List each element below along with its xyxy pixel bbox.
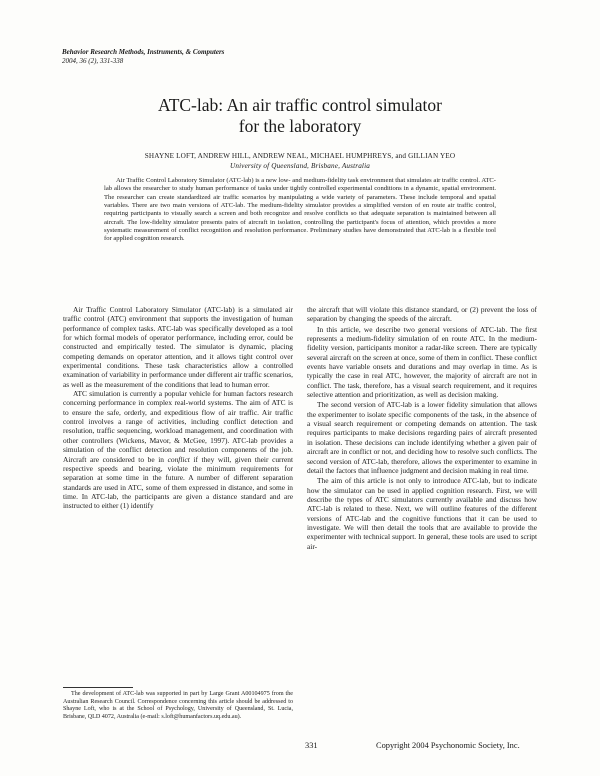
article-title xyxy=(0,95,600,137)
left-paragraph-1: Air Traffic Control Laboratory Simulator (ATC-lab) is a simulated air traffic control (ATC) environment that supports the investigation of human performance of complex tasks. ATC-lab was specifically developed as a tool for which formal models of operator performance, including error, could be constructed and empirically tested. The simulator is dynamic, placing competing demands on operator attention, and it allows tight control over experimental conditions. These task characteristics allow a controlled examination of variability in performance under different air traffic scenarios, as well as the measurement of the conditions that lead to human error. xyxy=(63,305,293,389)
body-column-right xyxy=(307,305,537,551)
copyright-notice: Copyright 2004 Psychonomic Society, Inc. xyxy=(376,741,520,750)
abstract: Air Traffic Control Laboratory Simulator (ATC-lab) is a new low- and medium-fidelity task environment that simulates air traffic control. ATC-lab allows the researcher to study human performance of tasks under tightly controlled experimental conditions in a dynamic, spatial environment. The researcher can create standardized air traffic scenarios by manipulating a wide variety of parameters. These include temporal and spatial variables. There are two main versions of ATC-lab. The medium-fidelity simulator provides a simplified version of en route air traffic control, requiring participants to visually search a screen and both recognize and resolve conflicts so that adequate separation is maintained between all aircraft. The low-fidelity simulator presents pairs of aircraft in isolation, controlling the participant's focus of attention, which provides a more systematic measurement of conflict recognition and resolution performance. Preliminary studies have demonstrated that ATC-lab is a flexible tool for applied cognition research. xyxy=(104,177,496,243)
right-paragraph-4: The aim of this article is not only to introduce ATC-lab, but to indicate how the simulator can be used in applied cognition research. First, we will describe the types of ATC simulators currently available and discuss how ATC-lab is related to these. Next, we will outline features of the different versions of ATC-lab and the cognitive functions that it can be used to investigate. We will then detail the tools that are available to provide the experimenter with technical support. In general, these tools are used to script air- xyxy=(307,476,537,551)
title-line-2: for the laboratory xyxy=(238,116,362,136)
left-paragraph-2-part-a: ATC simulation is currently a popular vehicle for human factors research concerning performance in complex real-world systems. The aim of ATC is to ensure the safe, orderly, and expeditious flow of air traffic. Air traffic control involves a range of activities, including conflict detection and resolution, traffic sequencing, workload management, and coordination with other controllers (Wickens, Mavor, & McGee, 1997). ATC-lab provides a simulation of the conflict detection and resolution components of the job. Aircraft are considered to be in xyxy=(63,389,293,464)
left-paragraph-2 xyxy=(63,389,293,510)
footnote: The development of ATC-lab was supported in part by Large Grant A00104975 from the Australian Research Council. Correspondence concerning this article should be addressed to Shayne Loft, who is at the School of Psychology, University of Queensland, St. Lucia, Brisbane, QLD 4072, Australia (e-mail: s.loft@humanfactors.uq.edu.au). xyxy=(63,691,293,720)
right-paragraph-2: In this article, we describe two general versions of ATC-lab. The first represents a medium-fidelity simulation of en route ATC. In the medium-fidelity version, participants monitor a radar-like screen. There are typically several aircraft on the screen at once, some of them in conflict. These conflict events have variable onsets and durations and may overlap in time. As is typically the case in real ATC, however, the majority of aircraft are not in conflict. The task, therefore, has a visual search requirement, and it requires selective attention and prioritization, as well as decision making. xyxy=(307,324,537,400)
author-names: SHAYNE LOFT, ANDREW HILL, ANDREW NEAL, MICHAEL HUMPHREYS, and GILLIAN YEO xyxy=(144,152,456,160)
body-column-left xyxy=(63,305,293,511)
footnote-rule xyxy=(63,687,133,688)
conflict-term: conflict xyxy=(167,454,190,464)
left-paragraph-2-part-b: if they will, given their current respective speeds and bearing, violate the minimum requirements for separation at some time in the future. A number of different separation standards are used in ATC, some of them expressed in distance, and some in time. In ATC-lab, the participants are given a distance standard and are instructed to either (1) identify xyxy=(63,454,293,511)
page-number: 331 xyxy=(305,741,318,750)
title-line-1: ATC-lab: An air traffic control simulator xyxy=(158,95,442,115)
right-paragraph-1: the aircraft that will violate this distance standard, or (2) prevent the loss of separation by changing the speeds of the aircraft. xyxy=(307,305,537,324)
journal-volume: 2004, 36 (2), 331-338 xyxy=(62,56,124,65)
author-affiliation: University of Queensland, Brisbane, Australia xyxy=(230,161,370,170)
right-paragraph-3: The second version of ATC-lab is a lower fidelity simulation that allows the experimenter to isolate specific components of the task, in the absence of a visual search requirement or competing demands on attention. The task requires participants to make decisions regarding pairs of aircraft presented in isolation. These decisions can include identifying whether a given pair of aircraft are in conflict or not, and deciding how to resolve such conflicts. The second version of ATC-lab, therefore, allows the experimenter to examine in detail the factors that influence judgment and decision making in real time. xyxy=(307,400,537,475)
author-block xyxy=(0,152,600,171)
journal-header xyxy=(62,48,224,65)
journal-name: Behavior Research Methods, Instruments, & Computers xyxy=(62,48,225,56)
